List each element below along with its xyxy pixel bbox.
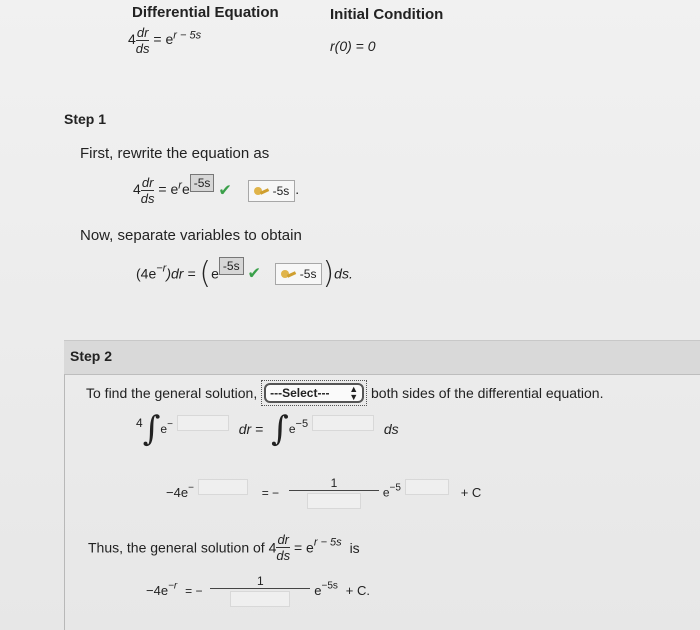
eq2-key-answer[interactable] [275, 263, 323, 285]
step1-equation1 [133, 176, 299, 205]
operation-select-label: ---Select--- [270, 386, 330, 400]
final-e: e [314, 583, 322, 598]
eq2-e: e [211, 265, 219, 282]
thus-coefficient: 4 [268, 539, 277, 556]
initial-condition [330, 38, 376, 54]
step1-equation2 [136, 256, 353, 291]
result-blank-exponent[interactable] [405, 479, 449, 495]
de-coefficient: 4 [128, 31, 136, 48]
result-numerator: 1 [289, 476, 379, 491]
integral-dr: dr = [238, 421, 264, 437]
result-blank-denominator[interactable] [307, 493, 361, 509]
de-rhs-exponent: r − 5s [173, 29, 202, 42]
integral-sign-left: ∫ [142, 409, 161, 449]
eq2-lhs: (4e [136, 265, 157, 282]
step2-find-post: both sides of the differential equation. [371, 385, 604, 401]
integral-coefficient: 4 [136, 416, 143, 431]
key-icon [281, 268, 296, 280]
eq1-key-answer[interactable] [248, 180, 296, 202]
select-arrows-icon: ▲ ▼ [349, 384, 359, 402]
eq2-answer-box[interactable]: -5s [219, 257, 244, 275]
key-icon [254, 185, 269, 197]
integral-blank-right[interactable] [312, 415, 374, 431]
thus-pre: Thus, the general solution of [88, 539, 265, 556]
eq2-lhs-end: )dr = [166, 265, 196, 282]
step1-separate-text: Now, separate variables to obtain [80, 227, 302, 244]
final-fraction [210, 574, 310, 607]
step2-header-bar [64, 340, 700, 374]
integral-ds: ds [383, 421, 399, 437]
step2-title: Step 2 [70, 348, 113, 364]
final-blank-denominator[interactable] [230, 591, 290, 607]
de-fraction [136, 26, 150, 55]
final-constant: + C. [345, 583, 371, 598]
integral-exp-right: −5 [295, 418, 309, 431]
thus-rhs-exponent: r − 5s [313, 536, 342, 549]
final-lhs: −4e [146, 583, 169, 598]
eq1-answer-box[interactable]: -5s [190, 174, 215, 192]
eq2-ds: ds. [334, 265, 353, 282]
de-denominator: ds [135, 41, 150, 56]
step2-find-line [86, 380, 603, 406]
de-rhs: = e [153, 31, 174, 48]
eq1-check-icon: ✔ [218, 182, 232, 200]
initial-condition-value: r(0) = 0 [330, 38, 376, 54]
final-e-exponent: −5s [321, 580, 338, 592]
integral-e-right: e [288, 422, 296, 436]
eq1-key-answer-text: -5s [272, 183, 290, 198]
eq1-fraction [141, 176, 155, 205]
final-solution [146, 574, 370, 607]
differential-equation-heading: Differential Equation [132, 4, 279, 21]
step1-intro: First, rewrite the equation as [80, 145, 270, 162]
final-equals: = − [185, 583, 203, 598]
result-equation [166, 476, 481, 509]
result-constant: + C [460, 485, 482, 500]
operation-select-wrap [261, 380, 367, 406]
thus-fraction [276, 533, 290, 562]
operation-select[interactable] [264, 383, 364, 403]
result-blank-lhs[interactable] [198, 479, 248, 495]
thus-line [88, 533, 360, 562]
eq1-rhs: = e [158, 181, 179, 198]
result-lhs-exponent: − [188, 482, 194, 494]
final-numerator: 1 [210, 574, 310, 589]
thus-rhs: = e [293, 539, 314, 556]
de-numerator: dr [136, 25, 149, 40]
eq1-rhs-e: e [181, 181, 190, 198]
step1-title: Step 1 [64, 111, 107, 127]
eq1-period: . [295, 181, 300, 198]
eq1-rhs-exponent: r [178, 179, 182, 192]
thus-denominator: ds [276, 548, 291, 563]
initial-condition-heading: Initial Condition [330, 6, 444, 23]
differential-equation [128, 26, 201, 55]
integral-blank-left[interactable] [177, 415, 229, 431]
result-e: e [382, 485, 390, 500]
eq1-denominator: ds [140, 191, 155, 206]
thus-numerator: dr [277, 532, 289, 547]
eq2-key-answer-text: -5s [299, 266, 317, 281]
result-equals: = − [261, 485, 280, 500]
eq2-check-icon: ✔ [247, 265, 261, 283]
integral-exp-left: − [167, 419, 173, 431]
step2-find-pre: To find the general solution, [86, 385, 258, 401]
integral-e-left: e [160, 422, 168, 436]
result-lhs: −4e [166, 485, 189, 500]
eq2-right-paren: ) [322, 256, 335, 291]
integral-equation [136, 409, 399, 449]
eq1-numerator: dr [141, 175, 154, 190]
eq1-coefficient: 4 [133, 181, 141, 198]
final-lhs-exponent: −r [168, 580, 178, 592]
thus-is: is [349, 539, 360, 556]
result-fraction [289, 476, 379, 509]
result-e-exponent: −5 [389, 482, 401, 494]
eq2-left-paren: ( [199, 256, 212, 291]
integral-sign-right: ∫ [271, 409, 289, 449]
eq2-lhs-exponent: −r [156, 262, 167, 275]
